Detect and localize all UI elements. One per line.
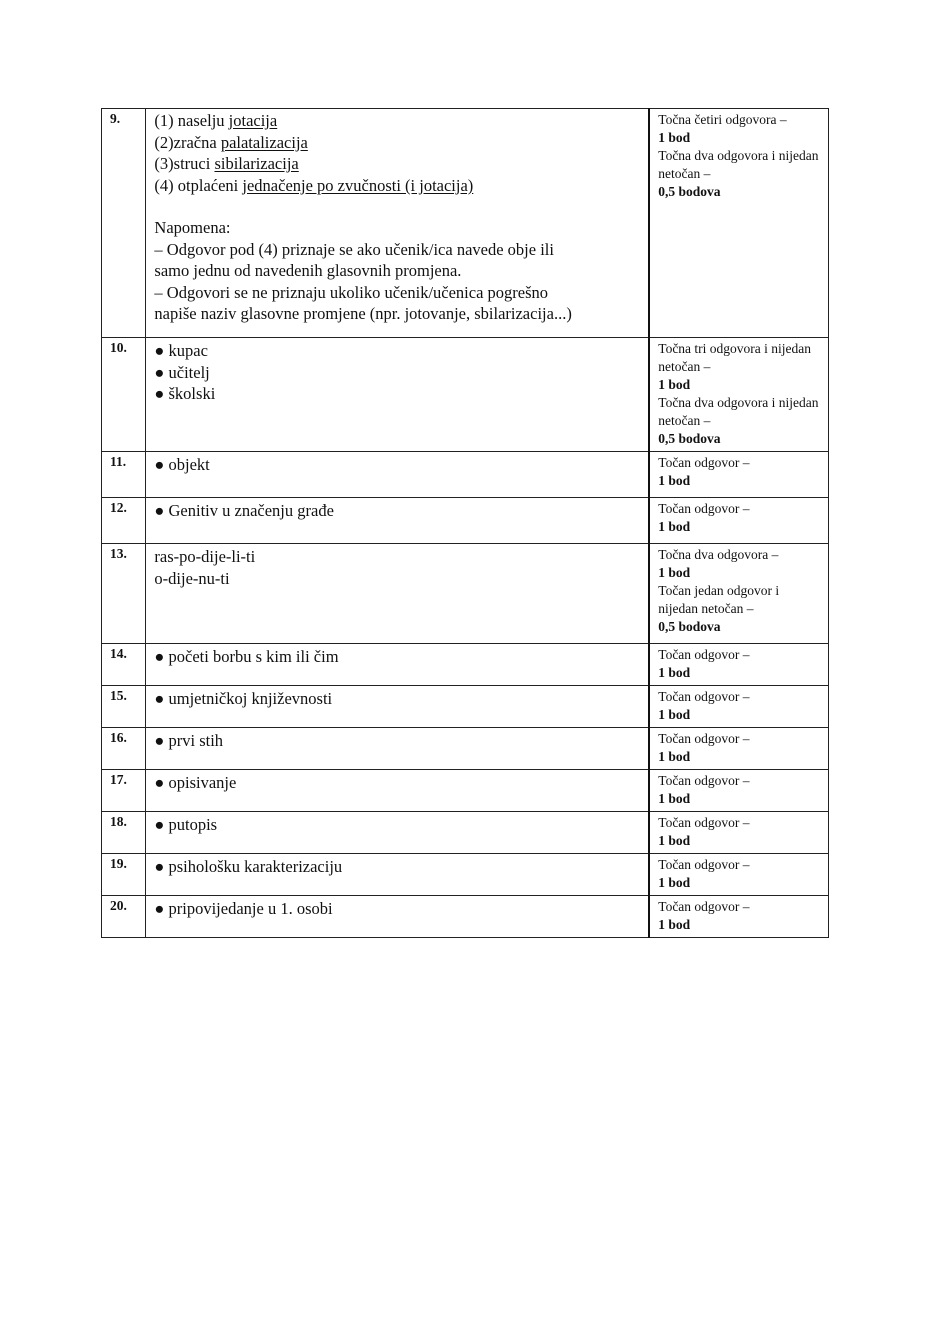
points-value: 1 bod: [658, 749, 691, 764]
points-cell: [649, 498, 828, 544]
answer-term: palatalizacija: [220, 132, 308, 152]
table-row: [102, 498, 829, 544]
points-cell: [649, 644, 828, 686]
question-number: 15.: [102, 686, 146, 728]
points-value: 1 bod: [658, 377, 691, 392]
table-row: [102, 770, 829, 812]
table-row: [102, 544, 829, 644]
question-number: 14.: [102, 644, 146, 686]
question-number: 10.: [102, 338, 146, 452]
table-row: [102, 109, 829, 338]
points-value: 1 bod: [658, 875, 691, 890]
answer-prefix: (1) naselju: [154, 111, 229, 130]
points-value: 0,5 bodova: [658, 619, 721, 634]
points-value: 0,5 bodova: [658, 431, 721, 446]
answer-line: ● kupac: [154, 341, 208, 360]
answer-line: [154, 175, 640, 197]
answer-line: ● umjetničkoj književnosti: [154, 689, 333, 708]
points-cell: [649, 854, 828, 896]
points-criterion: Točan odgovor –: [658, 455, 750, 470]
answer-cell: [146, 812, 649, 854]
note-line: – Odgovor pod (4) priznaje se ako učenik/ica navede obje ili: [154, 239, 554, 259]
question-number: 13.: [102, 544, 146, 644]
points-criterion: Točna dva odgovora i nijedan netočan –: [658, 148, 819, 181]
answer-cell: [146, 854, 649, 896]
answer-cell: [146, 896, 649, 938]
answer-line: o-dije-nu-ti: [154, 568, 230, 588]
answer-line: ● putopis: [154, 815, 218, 834]
answer-cell: [146, 109, 649, 338]
question-number: 16.: [102, 728, 146, 770]
note-line: samo jednu od navedenih glasovnih promjena.: [154, 261, 462, 280]
points-cell: [649, 686, 828, 728]
answer-line: ● psihološku karakterizaciju: [154, 857, 343, 876]
answer-prefix: (4) otplaćeni: [154, 175, 243, 195]
points-value: 1 bod: [658, 565, 691, 580]
answer-line: ● pripovijedanje u 1. osobi: [154, 899, 333, 918]
table-row: [102, 452, 829, 498]
answer-cell: [146, 544, 649, 644]
answer-cell: [146, 338, 649, 452]
points-criterion: Točan odgovor –: [658, 731, 750, 746]
points-criterion: Točna dva odgovora –: [658, 547, 779, 562]
table-row: [102, 338, 829, 452]
points-criterion: Točan odgovor –: [658, 857, 750, 872]
points-criterion: Točna dva odgovora i nijedan netočan –: [658, 395, 819, 428]
answer-line: ● početi borbu s kim ili čim: [154, 647, 339, 666]
question-number: 12.: [102, 498, 146, 544]
answer-line: ras-po-dije-li-ti: [154, 547, 256, 566]
points-cell: [649, 728, 828, 770]
points-criterion: Točan odgovor –: [658, 899, 750, 914]
points-criterion: Točna tri odgovora i nijedan netočan –: [658, 341, 812, 374]
note-title: Napomena:: [154, 218, 231, 237]
answer-key-table: [101, 108, 829, 938]
answer-cell: [146, 770, 649, 812]
question-number: 19.: [102, 854, 146, 896]
points-value: 1 bod: [658, 665, 691, 680]
points-value: 1 bod: [658, 473, 691, 488]
points-criterion: Točan odgovor –: [658, 815, 750, 830]
question-number: 20.: [102, 896, 146, 938]
question-number: 18.: [102, 812, 146, 854]
answer-line: ● učitelj: [154, 362, 210, 382]
points-criterion: Točan jedan odgovor i nijedan netočan –: [658, 583, 780, 616]
answer-term: jotacija: [228, 111, 278, 130]
answer-term: jednačenje po zvučnosti (i jotacija): [242, 175, 474, 195]
answer-prefix: (3)struci: [154, 154, 215, 173]
points-criterion: Točan odgovor –: [658, 501, 750, 516]
answer-cell: [146, 498, 649, 544]
answer-cell: [146, 452, 649, 498]
table-row: [102, 896, 829, 938]
points-cell: [649, 338, 828, 452]
answer-line: [154, 110, 640, 132]
points-value: 1 bod: [658, 519, 691, 534]
note-line: napiše naziv glasovne promjene (npr. jotovanje, sbilarizacija...): [154, 304, 572, 323]
points-cell: [649, 544, 828, 644]
points-cell: [649, 109, 828, 338]
answer-prefix: (2)zračna: [154, 132, 221, 152]
points-criterion: Točan odgovor –: [658, 647, 750, 662]
table-row: [102, 854, 829, 896]
question-number: 11.: [102, 452, 146, 498]
points-value: 1 bod: [658, 130, 691, 145]
table-row: [102, 644, 829, 686]
points-cell: [649, 812, 828, 854]
answer-line: ● opisivanje: [154, 773, 237, 792]
answer-line: ● objekt: [154, 455, 210, 474]
answer-line: ● školski: [154, 384, 216, 403]
points-value: 1 bod: [658, 917, 691, 932]
question-number: 9.: [102, 109, 146, 338]
answer-cell: [146, 728, 649, 770]
answer-cell: [146, 644, 649, 686]
answer-line: [154, 132, 640, 154]
answer-cell: [146, 686, 649, 728]
points-value: 1 bod: [658, 707, 691, 722]
answer-line: ● prvi stih: [154, 731, 224, 750]
points-criterion: Točan odgovor –: [658, 689, 750, 704]
note-line: – Odgovori se ne priznaju ukoliko učenik/učenica pogrešno: [154, 282, 549, 302]
table-row: [102, 686, 829, 728]
question-number: 17.: [102, 770, 146, 812]
points-criterion: Točna četiri odgovora –: [658, 112, 787, 127]
answer-term: sibilarizacija: [214, 154, 299, 173]
points-value: 1 bod: [658, 833, 691, 848]
points-cell: [649, 896, 828, 938]
points-value: 0,5 bodova: [658, 184, 721, 199]
table-row: [102, 728, 829, 770]
answer-line: [154, 153, 640, 175]
points-cell: [649, 452, 828, 498]
points-cell: [649, 770, 828, 812]
answer-line: ● Genitiv u značenju građe: [154, 501, 334, 520]
table-row: [102, 812, 829, 854]
points-criterion: Točan odgovor –: [658, 773, 750, 788]
points-value: 1 bod: [658, 791, 691, 806]
